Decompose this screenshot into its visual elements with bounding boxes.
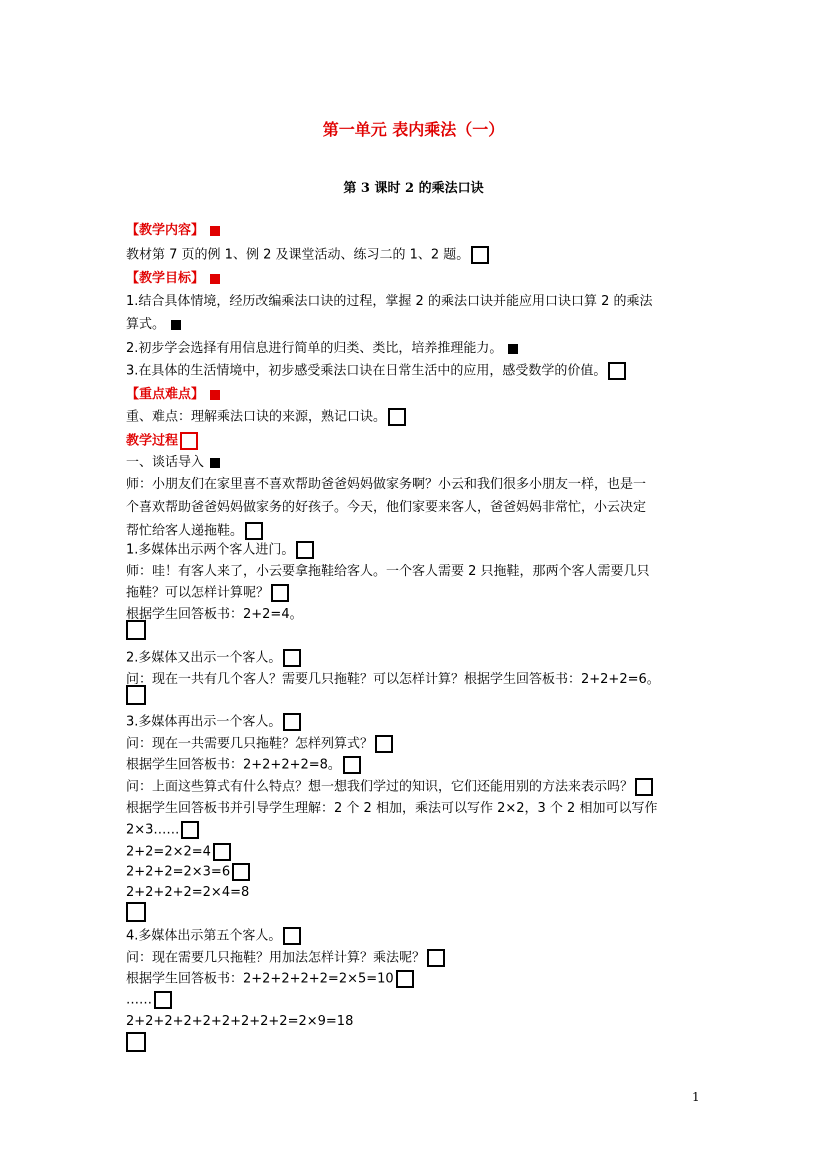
checkbox-icon (283, 713, 301, 731)
key-text: 重、难点：理解乘法口诀的来源，熟记口诀。 (126, 409, 387, 425)
step-2-question: 问：现在一共有几个客人？需要几只拖鞋？可以怎样计算？根据学生回答板书：2+2+2=6。 (126, 672, 660, 687)
goal-2-line (126, 340, 518, 358)
para-line-3: 帮忙给客人递拖鞋。 (126, 523, 244, 539)
document-title: 第一单元 表内乘法（一） (322, 120, 505, 139)
step-1-line (126, 541, 314, 560)
checkbox-icon (271, 584, 289, 602)
checkbox-icon (126, 1032, 146, 1052)
checkbox-icon (427, 949, 445, 967)
step-3-question-2: 问：上面这些算式有什么特点？想一想我们学过的知识，它们还能用别的方法来表示吗？ (126, 779, 634, 795)
goal-1b: 算式。 (126, 317, 166, 332)
checkbox-icon (608, 362, 626, 380)
equation-9: 2+2+2+2+2+2+2+2+2=2×9=18 (126, 1014, 354, 1029)
step-2-line (126, 649, 301, 668)
ellipsis-line (126, 991, 172, 1010)
equation-1-line (126, 843, 231, 862)
marker-icon (171, 320, 181, 330)
marker-icon (210, 274, 220, 284)
step-3-explain-2-line (126, 821, 199, 840)
step-3-answer: 根据学生回答板书：2+2+2+2=8。 (126, 757, 341, 773)
goal-1b-line (126, 316, 181, 334)
equation-1: 2+2=2×2=4 (126, 844, 211, 860)
checkbox-icon (388, 408, 406, 426)
checkbox-icon (181, 821, 199, 839)
step-3-line (126, 713, 301, 732)
content-heading: 【教学内容】 (126, 223, 205, 238)
marker-icon (508, 344, 518, 354)
marker-icon (210, 226, 220, 236)
step-1-question-2: 拖鞋？可以怎样计算呢？ (126, 585, 270, 601)
para-line-3-line (126, 522, 263, 541)
checkbox-icon (126, 620, 146, 640)
step-2: 2.多媒体又出示一个客人。 (126, 650, 282, 666)
checkbox-icon (245, 522, 263, 540)
step-3-question-2-line (126, 778, 653, 797)
step-4-answer-line (126, 970, 414, 989)
checkbox-icon (213, 843, 231, 861)
equation-2-line (126, 863, 250, 882)
process-heading-line (126, 432, 198, 451)
marker-icon (210, 390, 220, 400)
step-3-question-line (126, 735, 393, 754)
checkbox-icon (375, 735, 393, 753)
checkbox-icon (126, 685, 146, 705)
step-3-explain-1: 根据学生回答板书并引导学生理解：2 个 2 相加，乘法可以写作 2×2，3 个 2 相加可以写作 (126, 801, 658, 816)
equation-3: 2+2+2+2=2×4=8 (126, 885, 250, 900)
process-intro: 一、谈话导入 (126, 455, 205, 470)
step-4-answer: 根据学生回答板书：2+2+2+2+2=2×5=10 (126, 971, 394, 987)
checkbox-icon (471, 246, 489, 264)
lesson-subtitle: 第 3 课时 2 的乘法口诀 (343, 181, 484, 196)
step-4-line (126, 927, 301, 946)
ellipsis: …… (126, 992, 152, 1008)
checkbox-icon (283, 927, 301, 945)
key-heading: 【重点难点】 (126, 387, 205, 402)
step-1-answer: 根据学生回答板书：2+2=4。 (126, 607, 303, 622)
step-1-question-2-line (126, 584, 289, 603)
page-number: 1 (692, 1090, 700, 1104)
step-4: 4.多媒体出示第五个客人。 (126, 928, 282, 944)
key-heading-line (126, 386, 220, 404)
process-heading: 教学过程 (126, 433, 179, 449)
checkbox-icon (180, 432, 198, 450)
checkbox-icon (343, 756, 361, 774)
step-3-explain-2: 2×3…… (126, 822, 180, 838)
goal-3-line (126, 362, 626, 381)
content-text: 教材第 7 页的例 1、例 2 及课堂活动、练习二的 1、2 题。 (126, 247, 470, 263)
step-3-answer-line (126, 756, 361, 775)
checkbox-icon (283, 649, 301, 667)
step-3: 3.多媒体再出示一个客人。 (126, 714, 282, 730)
step-4-question-line (126, 949, 445, 968)
checkbox-icon (232, 863, 250, 881)
marker-icon (210, 458, 220, 468)
checkbox-icon (126, 902, 146, 922)
para-line-2: 个喜欢帮助爸爸妈妈做家务的好孩子。今天，他们家要来客人，爸爸妈妈非常忙，小云决定 (126, 500, 647, 515)
goal-3: 3.在具体的生活情境中，初步感受乘法口诀在日常生活中的应用，感受数学的价值。 (126, 363, 607, 379)
goals-heading: 【教学目标】 (126, 271, 205, 286)
content-heading-line (126, 222, 220, 240)
goals-heading-line (126, 270, 220, 288)
step-3-question: 问：现在一共需要几只拖鞋？怎样列算式？ (126, 736, 374, 752)
step-1: 1.多媒体出示两个客人进门。 (126, 542, 295, 558)
step-1-question-1: 师：哇！有客人来了，小云要拿拖鞋给客人。一个客人需要 2 只拖鞋，那两个客人需要几只 (126, 564, 650, 579)
step-4-question: 问：现在需要几只拖鞋？用加法怎样计算？乘法呢？ (126, 950, 426, 966)
checkbox-icon (154, 991, 172, 1009)
content-text-line (126, 246, 489, 265)
checkbox-icon (296, 541, 314, 559)
equation-2: 2+2+2=2×3=6 (126, 864, 231, 880)
goal-1a: 1.结合具体情境，经历改编乘法口诀的过程，掌握 2 的乘法口诀并能应用口诀口算 2 的乘法 (126, 294, 653, 309)
para-line-1: 师：小朋友们在家里喜不喜欢帮助爸爸妈妈做家务啊？小云和我们很多小朋友一样，也是一 (126, 477, 647, 492)
checkbox-icon (635, 778, 653, 796)
key-text-line (126, 408, 406, 427)
goal-2: 2.初步学会选择有用信息进行简单的归类、类比，培养推理能力。 (126, 341, 503, 356)
checkbox-icon (396, 970, 414, 988)
process-intro-line (126, 454, 220, 472)
